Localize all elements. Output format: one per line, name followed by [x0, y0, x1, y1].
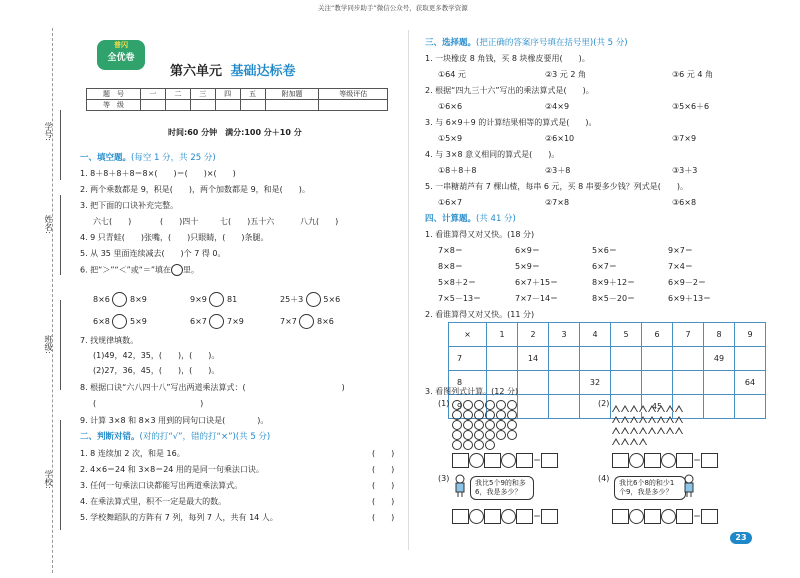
compare-item: 7×7 8×6	[280, 314, 334, 329]
answer-box[interactable]	[516, 453, 533, 468]
score-table	[86, 88, 388, 111]
mul-row-label: 8	[449, 371, 487, 395]
choice-option[interactable]: ①6×7	[438, 198, 463, 207]
answer-box[interactable]	[701, 453, 718, 468]
mul-header-cell: ×	[449, 323, 487, 347]
xuexiao-label: 学校:	[44, 470, 53, 489]
sec1-title: 一、填空题。(每空 1 分，共 25 分)	[80, 153, 216, 163]
mul-header-row	[449, 323, 766, 347]
compare-item: 9×9 81	[190, 292, 237, 307]
mul-cell[interactable]: 49	[704, 347, 735, 371]
calc-item: 8×9＋12＝	[592, 278, 636, 287]
score-input[interactable]	[265, 100, 319, 111]
calc-item: 5×6＝	[592, 246, 617, 255]
header-note: 关注“教学同步助手”微信公众号，获取更多教学资源	[318, 4, 468, 12]
mul-header-cell: 6	[642, 323, 673, 347]
p1-label: (1)	[438, 399, 450, 408]
school-line	[60, 420, 61, 530]
student-name-line	[60, 195, 61, 275]
choice-option[interactable]: ③5×6＋6	[672, 102, 710, 111]
badge-line1: 普闪	[114, 41, 128, 49]
operator-circle[interactable]	[661, 453, 676, 468]
mul-cell[interactable]	[549, 395, 580, 419]
sec4-q1: 1. 看谁算得又对又快。(18 分)	[425, 230, 535, 239]
calc-item: 7×8＝	[438, 246, 463, 255]
answer-box[interactable]	[452, 453, 469, 468]
answer-row-1: ＝	[452, 453, 558, 468]
answer-box[interactable]	[644, 509, 661, 524]
answer-box[interactable]	[484, 509, 501, 524]
page-title	[170, 60, 296, 79]
sec4-q2: 2. 看谁算得又对又快。(11 分)	[425, 310, 535, 319]
sec1-q5: 5. 从 35 里面连续减去( )个 7 得 0。	[80, 249, 226, 258]
judge-item: 3. 任何一句乘法口诀都能写出两道乘法算式。	[80, 481, 243, 490]
sec1-q3-item: ( )四十	[160, 217, 199, 226]
choice-option[interactable]: ②4×9	[545, 102, 570, 111]
answer-box[interactable]	[676, 453, 693, 468]
sec1-q4: 4. 9 只青蛙( )张嘴，( )只眼睛，( )条腿。	[80, 233, 269, 242]
compare-circle[interactable]	[209, 314, 224, 329]
calc-item: 5×9＝	[515, 262, 540, 271]
blank-circle-icon	[171, 264, 183, 276]
kid-figure-icon	[453, 474, 467, 498]
calc-item: 5×8＋2＝	[438, 278, 476, 287]
column-divider	[408, 30, 409, 550]
badge-line2: 全优卷	[107, 53, 135, 63]
compare-circle[interactable]	[306, 292, 321, 307]
mul-cell[interactable]	[611, 371, 642, 395]
operator-circle[interactable]	[629, 509, 644, 524]
binding-line	[52, 28, 53, 573]
circle-groups	[452, 400, 522, 450]
score-input[interactable]	[215, 100, 240, 111]
choice-question: 5. 一串糖葫芦有 7 棵山楂，每串 6 元，买 8 串要多少钱？列式是( )。	[425, 182, 688, 191]
compare-item: 6×8 5×9	[93, 314, 147, 329]
mul-cell[interactable]: 64	[735, 371, 766, 395]
mul-cell[interactable]	[580, 347, 611, 371]
mul-cell[interactable]	[549, 347, 580, 371]
sec1-q8b: ( )	[93, 399, 204, 408]
choice-option[interactable]: ②3 元 2 角	[545, 70, 586, 79]
mul-cell[interactable]	[518, 371, 549, 395]
sec1-q3-item: 七( )五十六	[220, 217, 275, 226]
choice-option[interactable]: ②6×10	[545, 134, 575, 143]
score-cell: 二	[165, 89, 190, 100]
sec1-q1: 1. 8＋8＋8＋8＝8×( )＝( )×( )	[80, 169, 236, 178]
calc-item: 7×5－13＝	[438, 294, 482, 303]
sec1-q2: 2. 两个乘数都是 9，积是( )，两个加数都是 9，和是( )。	[80, 185, 310, 194]
triangle-groups	[612, 401, 692, 445]
score-cell: 五	[240, 89, 265, 100]
calc-item: 6×9＝	[515, 246, 540, 255]
mul-cell[interactable]	[704, 395, 735, 419]
mul-row-label: 9	[449, 395, 487, 419]
p3-label: (3)	[438, 474, 450, 483]
score-input[interactable]	[140, 100, 165, 111]
sec1-q8a: 8. 根据口诀“六八四十八”写出两道乘法算式：( )	[80, 383, 345, 392]
answer-box[interactable]	[612, 509, 629, 524]
exam-name: 基础达标卷	[230, 64, 296, 79]
time-info: 时间:60 分钟 满分:100 分＋10 分	[168, 128, 302, 137]
answer-box[interactable]	[644, 453, 661, 468]
answer-box[interactable]	[452, 509, 469, 524]
judge-item: 5. 学校舞蹈队的方阵有 7 列，每列 7 人，共有 14 人。	[80, 513, 278, 522]
calc-item: 6×9＋13＝	[668, 294, 712, 303]
score-input[interactable]	[240, 100, 265, 111]
choice-option[interactable]: ③6 元 4 角	[672, 70, 713, 79]
judge-item: 1. 8 连续加 2 次，和是 16。	[80, 449, 185, 458]
choice-question: 2. 根据“四九三十六”写出的乘法算式是( )。	[425, 86, 594, 95]
calc-item: 7×7－14＝	[515, 294, 559, 303]
sec1-q7b: (2)27，36，45，( )，( )。	[93, 366, 220, 375]
score-input[interactable]	[165, 100, 190, 111]
mul-cell[interactable]	[549, 371, 580, 395]
mul-cell[interactable]	[735, 395, 766, 419]
p4-label: (4)	[598, 474, 610, 483]
answer-row-4: ＝	[612, 509, 718, 524]
score-cell: 题 号	[87, 89, 141, 100]
score-cell: 附加题	[265, 89, 319, 100]
score-cell: 一	[140, 89, 165, 100]
compare-item: 8×6 8×9	[93, 292, 147, 307]
page-number: 23	[730, 532, 752, 544]
sec1-q3: 3. 把下面的口诀补充完整。	[80, 201, 179, 210]
student-id-line	[60, 110, 61, 180]
score-cell: 三	[190, 89, 215, 100]
choice-option[interactable]: ③3＋3	[672, 166, 698, 175]
speech-bubble-3: 我比5个9的和多6，我是多少？	[470, 476, 534, 500]
answer-box[interactable]	[612, 453, 629, 468]
answer-box[interactable]	[701, 509, 718, 524]
xuehao-label: 学号:	[44, 122, 53, 141]
mul-cell[interactable]: 32	[580, 371, 611, 395]
judge-paren[interactable]: ( )	[372, 481, 395, 490]
sec4-title: 四、计算题。(共 41 分)	[425, 214, 516, 224]
mul-cell[interactable]	[673, 371, 704, 395]
compare-item: 6×7 7×9	[190, 314, 244, 329]
mul-header-cell: 1	[487, 323, 518, 347]
calc-item: 6×7＝	[592, 262, 617, 271]
mul-header-cell: 3	[549, 323, 580, 347]
sec1-q7a: (1)49，42，35，( )，( )。	[93, 351, 220, 360]
class-line	[60, 300, 61, 390]
mul-header-cell: 7	[673, 323, 704, 347]
p2-label: (2)	[598, 399, 610, 408]
mul-cell[interactable]: 45	[642, 395, 673, 419]
choice-option[interactable]: ②7×8	[545, 198, 570, 207]
operator-circle[interactable]	[469, 509, 484, 524]
operator-circle[interactable]	[501, 509, 516, 524]
score-input[interactable]	[319, 100, 388, 111]
judge-item: 4. 在乘法算式里，积不一定是最大的数。	[80, 497, 227, 506]
sec1-q9: 9. 计算 3×8 和 8×3 用到的同句口诀是( )。	[80, 416, 269, 425]
kid-figure-icon	[682, 474, 696, 498]
compare-circle[interactable]	[112, 314, 127, 329]
xingming-label: 姓名:	[44, 215, 53, 234]
sec1-q3-item: 八九( )	[300, 217, 339, 226]
brand-badge	[97, 40, 145, 70]
choice-option[interactable]: ①5×9	[438, 134, 463, 143]
mul-cell[interactable]	[642, 371, 673, 395]
mul-header-cell: 4	[580, 323, 611, 347]
answer-box[interactable]	[484, 453, 501, 468]
choice-question: 4. 与 3×8 意义相同的算式是( )。	[425, 150, 560, 159]
sec4-q3: 3. 看图列式计算。(12 分)	[425, 387, 519, 396]
answer-box[interactable]	[541, 509, 558, 524]
operator-circle[interactable]	[469, 453, 484, 468]
score-cell: 四	[215, 89, 240, 100]
sec1-q7: 7. 找规律填数。	[80, 336, 139, 345]
mul-header-cell: 2	[518, 323, 549, 347]
choice-option[interactable]: ②3＋8	[545, 166, 571, 175]
sec1-q3-item: 六七( )	[93, 217, 132, 226]
unit-title: 第六单元	[170, 64, 223, 79]
mul-header-cell: 8	[704, 323, 735, 347]
sec2-title: 二、判断对错。(对的打“√”，错的打“×”)(共 5 分)	[80, 432, 271, 442]
compare-item: 25＋3 5×6	[280, 292, 340, 307]
judge-paren[interactable]: ( )	[372, 449, 395, 458]
score-cell: 等级评估	[319, 89, 388, 100]
mul-cell[interactable]	[518, 395, 549, 419]
choice-question: 3. 与 6×9＋9 的计算结果相等的算式是( )。	[425, 118, 597, 127]
mul-cell[interactable]	[642, 347, 673, 371]
mul-cell[interactable]	[704, 371, 735, 395]
answer-row-2: ＝	[612, 453, 718, 468]
answer-box[interactable]	[676, 509, 693, 524]
compare-circle[interactable]	[299, 314, 314, 329]
choice-question: 1. 一块橡皮 8 角钱，买 8 块橡皮要用( )。	[425, 54, 590, 63]
mul-cell[interactable]	[735, 347, 766, 371]
choice-option[interactable]: ③7×9	[672, 134, 697, 143]
banji-label: 班级:	[44, 335, 53, 354]
calc-item: 8×5－20＝	[592, 294, 636, 303]
mul-row-label: 7	[449, 347, 487, 371]
answer-box[interactable]	[541, 453, 558, 468]
sec3-title: 三、选择题。(把正确的答案序号填在括号里)(共 5 分)	[425, 38, 628, 48]
operator-circle[interactable]	[501, 453, 516, 468]
choice-option[interactable]: ①6×6	[438, 102, 463, 111]
calc-item: 9×7＝	[668, 246, 693, 255]
score-input[interactable]	[190, 100, 215, 111]
calc-item: 8×8＝	[438, 262, 463, 271]
mul-cell[interactable]: 14	[518, 347, 549, 371]
judge-paren[interactable]: ( )	[372, 513, 395, 522]
answer-box[interactable]	[516, 509, 533, 524]
choice-option[interactable]: ①64 元	[438, 70, 466, 79]
mul-cell[interactable]	[611, 347, 642, 371]
mul-header-cell: 9	[735, 323, 766, 347]
choice-option[interactable]: ③6×8	[672, 198, 697, 207]
judge-paren[interactable]: ( )	[372, 497, 395, 506]
calc-item: 6×7＋15＝	[515, 278, 559, 287]
mul-row	[449, 347, 766, 371]
calc-item: 7×4＝	[668, 262, 693, 271]
operator-circle[interactable]	[629, 453, 644, 468]
score-cell: 等 级	[87, 100, 141, 111]
compare-circle[interactable]	[112, 292, 127, 307]
judge-paren[interactable]: ( )	[372, 465, 395, 474]
sec1-q6: 6. 把“＞”“＜”或“＝”填在 里。	[80, 265, 200, 275]
judge-item: 2. 4×6＝24 和 3×8＝24 用的是同一句乘法口诀。	[80, 465, 264, 474]
calc-item: 6×9－2＝	[668, 278, 706, 287]
operator-circle[interactable]	[661, 509, 676, 524]
score-grade-row	[87, 100, 388, 111]
score-header-row	[87, 89, 388, 100]
mul-cell[interactable]	[487, 347, 518, 371]
speech-bubble-4: 我比6个8的和少1个9，我是多少？	[614, 476, 686, 500]
compare-circle[interactable]	[209, 292, 224, 307]
mul-cell[interactable]	[673, 347, 704, 371]
choice-option[interactable]: ①8＋8＋8	[438, 166, 477, 175]
mul-header-cell: 5	[611, 323, 642, 347]
answer-row-3: ＝	[452, 509, 558, 524]
